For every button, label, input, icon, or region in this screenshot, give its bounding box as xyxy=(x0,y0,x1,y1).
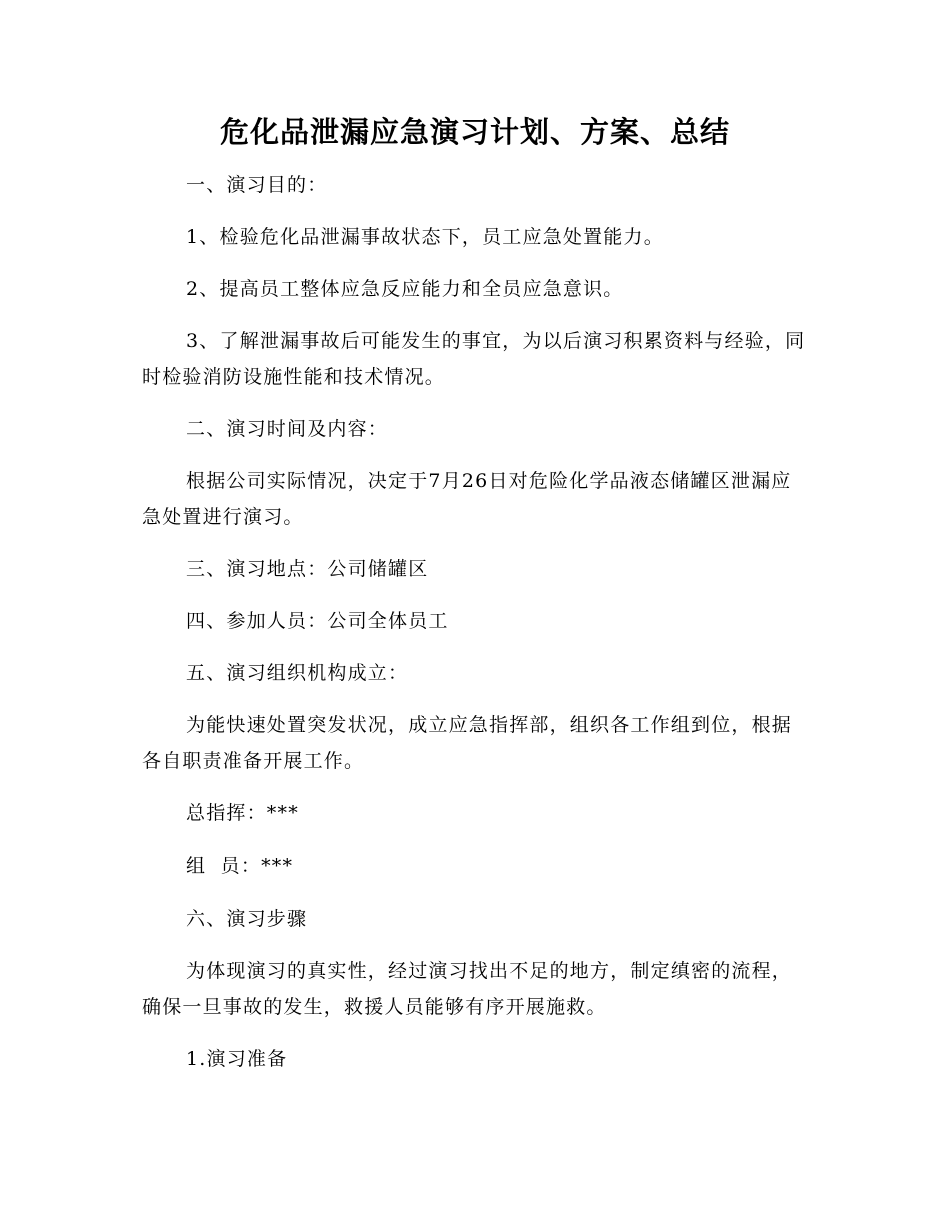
commander-line: 总指挥：*** xyxy=(186,802,299,824)
steps-paragraph: 为体现演习的真实性，经过演习找出不足的地方，制定缜密的流程，确保一旦事故的发生，救援人员能够有序开展施救。 xyxy=(142,960,793,1018)
section-heading-organization: 五、演习组织机构成立： xyxy=(186,662,409,684)
section-heading-purpose: 一、演习目的： xyxy=(186,174,328,196)
organization-paragraph: 为能快速处置突发状况，成立应急指挥部，组织各工作组到位，根据各自职责准备开展工作。 xyxy=(142,714,793,772)
section-heading-steps: 六、演习步骤 xyxy=(186,908,308,930)
document-title: 危化品泄漏应急演习计划、方案、总结 xyxy=(219,115,730,149)
time-content-paragraph: 根据公司实际情况，决定于7月26日对危险化学品液态储罐区泄漏应急处置进行演习。 xyxy=(142,470,792,528)
section-heading-time-content: 二、演习时间及内容： xyxy=(186,418,389,440)
section-heading-location: 三、演习地点：公司储罐区 xyxy=(186,558,429,580)
section-heading-participants: 四、参加人员：公司全体员工 xyxy=(186,610,449,632)
purpose-item-1: 1、检验危化品泄漏事故状态下，员工应急处置能力。 xyxy=(186,226,664,248)
members-line: 组 员：*** xyxy=(186,855,294,877)
step-1-heading: 1.演习准备 xyxy=(186,1048,288,1070)
document-body xyxy=(142,167,808,1093)
purpose-item-3: 3、了解泄漏事故后可能发生的事宜，为以后演习积累资料与经验，同时检验消防设施性能和技术情况。 xyxy=(142,330,806,388)
purpose-item-2: 2、提高员工整体应急反应能力和全员应急意识。 xyxy=(186,278,624,300)
